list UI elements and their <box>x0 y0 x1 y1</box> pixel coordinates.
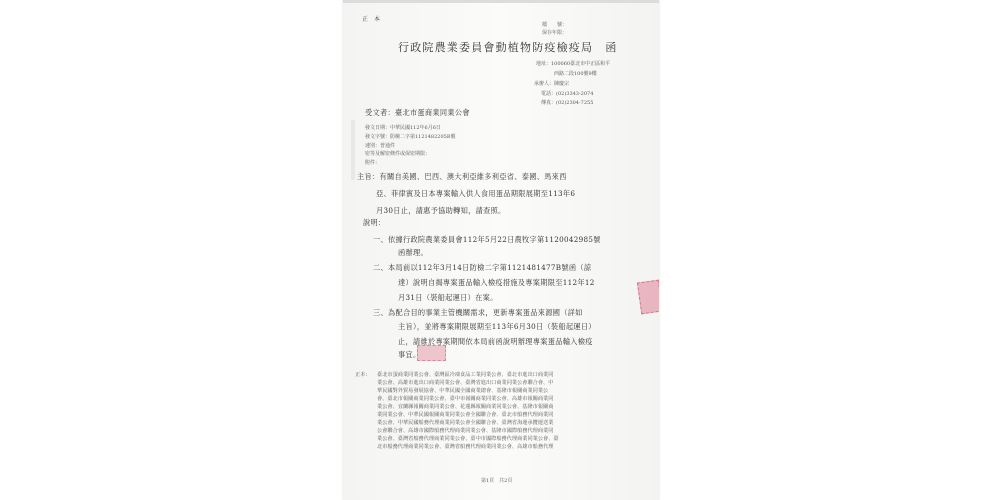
item-3-line-2: 主旨），並將專案期限展期至113年6月30日（裝船起運日） <box>398 322 596 331</box>
cc-line-1: 臺北市蛋商業同業公會、臺灣區冷凍食品工業同業公會、臺北市進出口商業同 <box>377 372 554 378</box>
address-line-1: 地址：100060臺北市中正區和平 <box>536 61 611 67</box>
cc-line-10: 北市船務代理商業同業公會、臺灣省船務代理商業同業公會、高雄市船務代理 <box>377 444 554 450</box>
background-left <box>0 0 343 500</box>
page-footer: 第1頁 共2頁 <box>481 478 513 484</box>
attachments: 附件： <box>365 160 381 166</box>
page-top-edge <box>343 0 659 3</box>
item-1-line-2: 函辦理。 <box>398 248 428 257</box>
subject-line-3: 月30日止，請惠予協助轉知，請查照。 <box>376 206 506 215</box>
scan-smudge <box>351 120 355 180</box>
cc-line-6: 業同業公會、中華民國報關商業同業公會全國聯合會、臺北市船務代理商業同 <box>377 412 554 418</box>
subject-line-1: 主旨：有關自美國、巴西、澳大利亞維多利亞省、泰國、馬來西 <box>357 172 567 181</box>
item-2-line-3: 月31日（裝船起運日）在案。 <box>398 293 498 302</box>
item-2-line-2: 達）說明自揭專案蛋品輸入檢疫措施及專案期限至112年12 <box>398 278 595 287</box>
retention-period: 保存年限： <box>542 30 568 36</box>
cc-line-4: 會、臺北市報關商業同業公會、臺中市報關商業同業公會、高雄市報關商業同 <box>377 396 554 402</box>
red-seal-stamp <box>417 345 446 361</box>
phone-number: 電話：(02)3343-2074 <box>541 91 594 97</box>
issue-date: 發文日期：中華民國112年6月6日 <box>365 125 441 131</box>
subject-line-2: 亞、菲律賓及日本專案輸入供人食用蛋品期限展期至113年6 <box>376 189 576 198</box>
delivery-speed: 速別：普通件 <box>365 143 396 149</box>
cc-line-2: 業公會、高雄市進出口商業同業公會、臺灣省進出口商業同業公會聯合會、中 <box>377 380 554 386</box>
item-3-line-3: 止，請維於專案期間依本局前函說明辦理專案蛋品輸入檢疫 <box>398 337 593 346</box>
cc-line-5: 業公會、宜蘭縣報關商業同業公會、花蓮縣報關商業同業公會、基隆市報關商 <box>377 404 554 410</box>
document-title: 行政院農業委員會動植物防疫檢疫局 函 <box>398 41 618 54</box>
cc-line-7: 業公會、中華民國船務代理商業同業公會全國聯合會、臺灣省海運承攬運送業 <box>377 420 554 426</box>
background-right <box>659 0 1000 500</box>
item-2-line-1: 二、本局前以112年3月14日防檢二字第1121481477B號函（諒 <box>373 263 592 272</box>
item-3-line-4: 事宜。 <box>398 350 421 359</box>
recipient: 受文者：臺北市蛋商業同業公會 <box>365 108 470 117</box>
contact-person: 承辦人：陳慶宗 <box>534 81 570 87</box>
document-page <box>343 0 659 500</box>
document-number: 發文字號：防檢二字第1121482205B號 <box>365 134 456 140</box>
explanation-label: 說明： <box>363 218 386 227</box>
header-label: 正 本 <box>362 16 381 23</box>
item-3-line-1: 三、為配合目的事業主管機關需求，更新專案蛋品來源國（詳如 <box>373 308 583 317</box>
cc-line-9: 業公會、臺灣省船務代理商業同業公會、臺中市國際船務代理商業同業公會、臺 <box>377 436 559 442</box>
item-1-line-1: 一、依據行政院農業委員會112年5月22日農牧字第1120042985號 <box>373 235 601 244</box>
cc-line-3: 華民國對外貿易發展協會、中華民國全國商業總會、基隆市報關商業同業公 <box>377 388 549 394</box>
cc-line-8: 公會聯合會、高雄市國際船務代理商業同業公會、基隆市國際船務代理商業同 <box>377 428 554 434</box>
fax-number: 傳真：(02)2304-7255 <box>541 100 594 106</box>
red-seal-stamp-margin <box>637 280 659 315</box>
address-line-2: 西路二段100號9樓 <box>554 71 597 77</box>
security-level: 密等及解密條件或保密期限： <box>365 151 431 157</box>
cc-label: 正本： <box>355 372 371 378</box>
file-number: 檔 號： <box>542 22 568 28</box>
